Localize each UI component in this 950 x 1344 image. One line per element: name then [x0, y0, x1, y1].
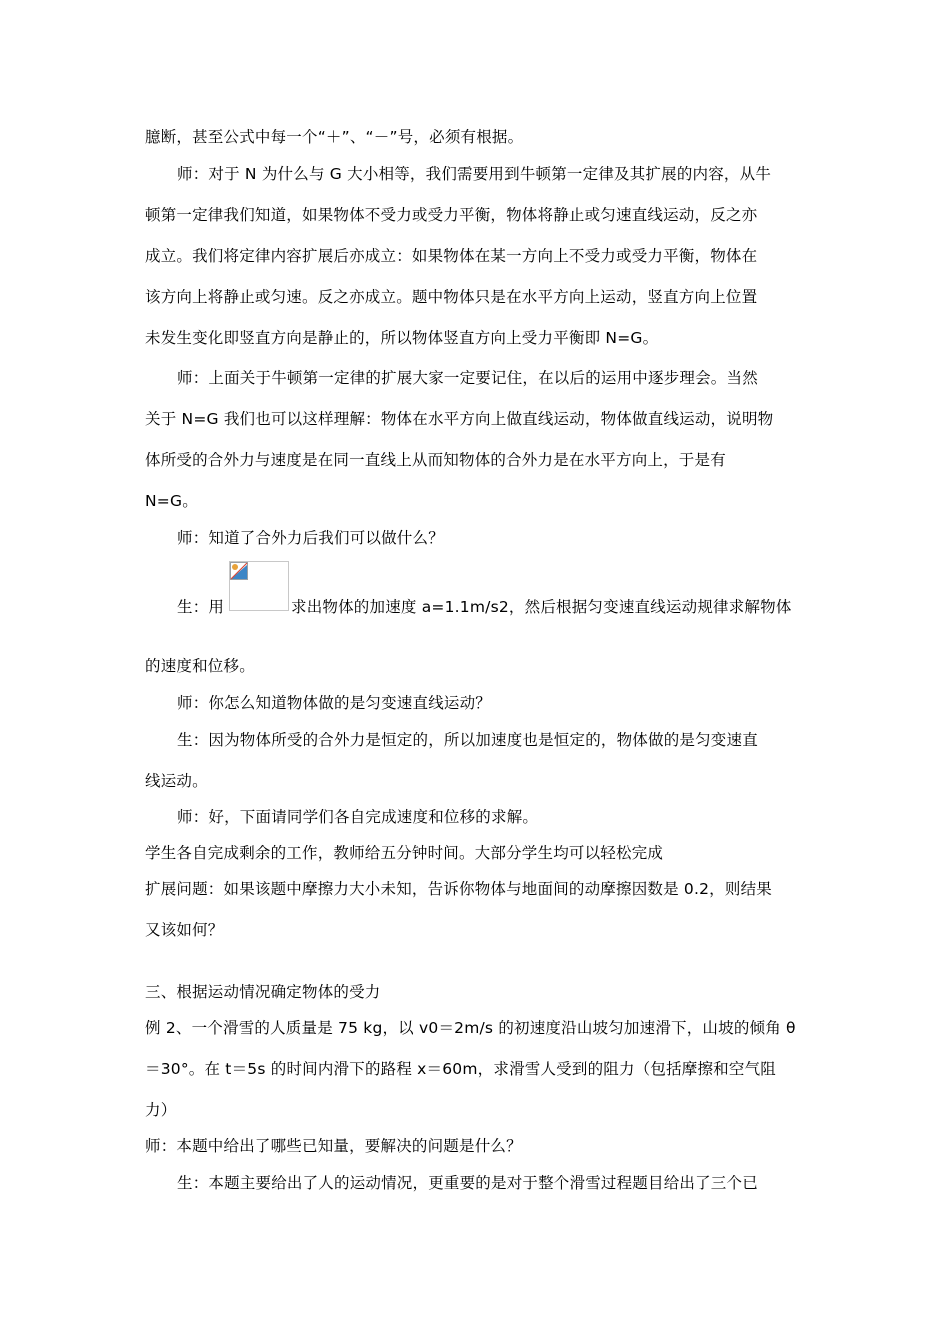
- text-line: 师：你怎么知道物体做的是匀变速直线运动？: [177, 694, 492, 712]
- text-line: 线运动。: [145, 772, 208, 790]
- text-line: 生：用: [177, 598, 225, 616]
- text-line: 求出物体的加速度 a=1.1m/s2，然后根据匀变速直线运动规律求解物体: [291, 598, 792, 616]
- text-line: 师：本题中给出了哪些已知量，要解决的问题是什么？: [145, 1137, 522, 1155]
- text-line: 体所受的合外力与速度是在同一直线上从而知物体的合外力是在水平方向上，于是有: [145, 451, 726, 469]
- text-line: 关于 N=G 我们也可以这样理解：物体在水平方向上做直线运动，物体做直线运动，说明物: [145, 410, 774, 428]
- text-line: 生：因为物体所受的合外力是恒定的，所以加速度也是恒定的，物体做的是匀变速直: [177, 731, 758, 749]
- formula-image-placeholder: [229, 561, 289, 611]
- text-line: 顿第一定律我们知道，如果物体不受力或受力平衡，物体将静止或匀速直线运动，反之亦: [145, 206, 758, 224]
- text-line: 臆断，甚至公式中每一个“＋”、“－”号，必须有根据。: [145, 128, 524, 146]
- text-line: 该方向上将静止或匀速。反之亦成立。题中物体只是在水平方向上运动，竖直方向上位置: [145, 288, 758, 306]
- text-line: 师：好，下面请同学们各自完成速度和位移的求解。: [177, 808, 539, 826]
- text-line: 成立。我们将定律内容扩展后亦成立：如果物体在某一方向上不受力或受力平衡，物体在: [145, 247, 758, 265]
- text-line: 生：本题主要给出了人的运动情况，更重要的是对于整个滑雪过程题目给出了三个已: [177, 1174, 758, 1192]
- text-line: 学生各自完成剩余的工作，教师给五分钟时间。大部分学生均可以轻松完成: [145, 844, 664, 862]
- text-line: 师：对于 N 为什么与 G 大小相等，我们需要用到牛顿第一定律及其扩展的内容，从牛: [177, 165, 772, 183]
- text-line: 未发生变化即竖直方向是静止的，所以物体竖直方向上受力平衡即 N=G。: [145, 329, 659, 347]
- text-line: 师：上面关于牛顿第一定律的扩展大家一定要记住，在以后的运用中逐步理会。当然: [177, 369, 758, 387]
- text-line: 的速度和位移。: [145, 657, 255, 675]
- text-line: 扩展问题：如果该题中摩擦力大小未知，告诉你物体与地面间的动摩擦因数是 0.2，则结果: [145, 880, 772, 898]
- text-line: 力）: [145, 1101, 177, 1119]
- section-heading: 三、根据运动情况确定物体的受力: [145, 983, 381, 1001]
- text-line: 师：知道了合外力后我们可以做什么？: [177, 529, 444, 547]
- text-line: ＝30°。在 t＝5s 的时间内滑下的路程 x＝60m，求滑雪人受到的阻力（包括摩擦和空气阻: [145, 1060, 776, 1078]
- text-line: 例 2、一个滑雪的人质量是 75 kg，以 v0＝2m/s 的初速度沿山坡匀加速滑下，山坡的倾角 θ: [145, 1019, 796, 1037]
- text-line: 又该如何？: [145, 921, 224, 939]
- text-line: N=G。: [145, 492, 198, 510]
- broken-image-icon: [230, 562, 248, 580]
